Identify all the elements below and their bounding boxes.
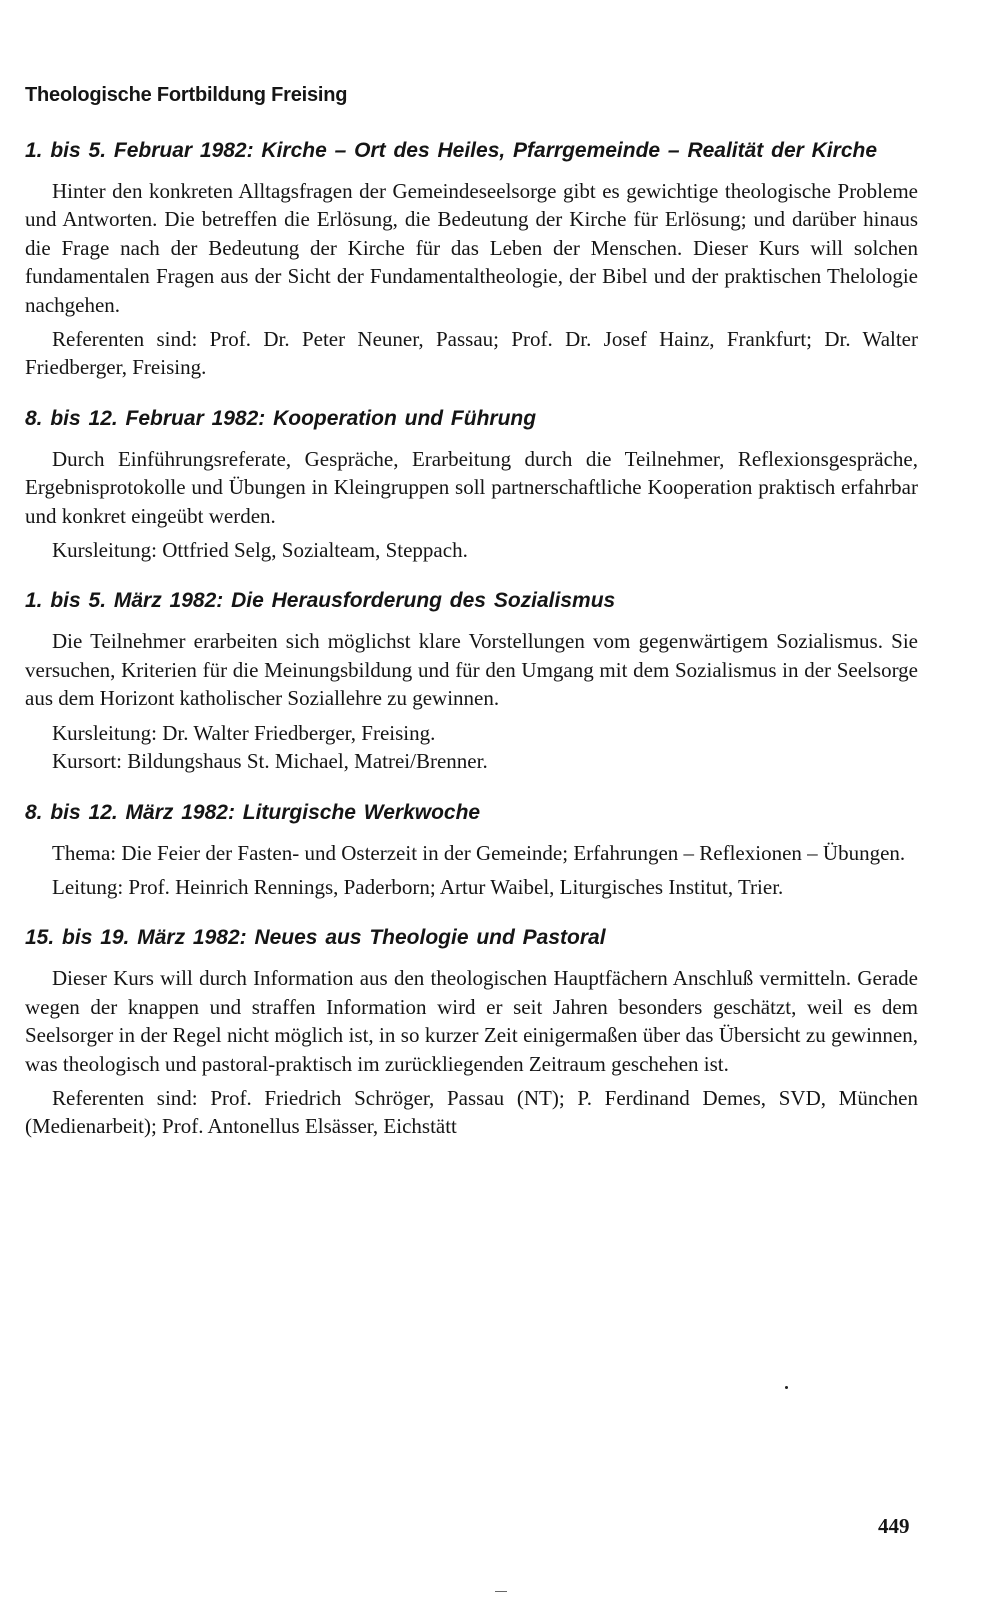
scan-mark bbox=[495, 1591, 507, 1592]
course-description: Thema: Die Feier der Fasten- und Osterzeit in der Gemeinde; Erfahrungen – Reflexionen – Übungen. bbox=[52, 840, 906, 865]
document-page bbox=[25, 80, 918, 1163]
course-description: Hinter den konkreten Alltagsfragen der Gemeindeseelsorge gibt es gewichtige theologische Probleme und Antworten. Die betreffen die Erlösung, die Bedeutung der Kirche für Erlösung; und darüber hinaus die Frage nach der Bedeutung der Kirche für das Leben der Menschen. Dieser Kurs will solchen fundamentalen Fragen aus der Sicht der Fundamentaltheologie, der Bibel und der praktischen Thelologie nachgehen. bbox=[25, 179, 918, 317]
course-title: 1. bis 5. Februar 1982: Kirche – Ort des Heiles, Pfarrgemeinde – Realität der Kirche bbox=[25, 139, 878, 162]
course-speakers: Referenten sind: Prof. Dr. Peter Neuner, Passau; Prof. Dr. Josef Hainz, Frankfurt; Dr. Walter Friedberger, Freising. bbox=[25, 327, 918, 380]
page-number: 449 bbox=[878, 1514, 910, 1538]
page-heading: Theologische Fortbildung Freising bbox=[25, 84, 348, 106]
course-title: 8. bis 12. Februar 1982: Kooperation und Führung bbox=[25, 406, 537, 430]
course-description: Die Teilnehmer erarbeiten sich möglichst klare Vorstellungen vom gegenwärtigem Sozialismus. Sie versuchen, Kriterien für die Meinungsbildung und für den Umgang mit dem Sozialismus in der Seelsorge aus dem Horizont katholischer Soziallehre zu gewinnen. bbox=[25, 629, 918, 711]
course-leader: Leitung: Prof. Heinrich Rennings, Paderborn; Artur Waibel, Liturgisches Institut, Trier. bbox=[52, 874, 784, 899]
course-2 bbox=[25, 404, 918, 565]
course-title: 8. bis 12. März 1982: Liturgische Werkwoche bbox=[25, 800, 481, 824]
course-description: Durch Einführungsreferate, Gespräche, Erarbeitung durch die Teilnehmer, Reflexionsgespräche, Ergebnisprotokolle und Übungen in Kleingruppen soll partnerschaftliche Kooperation praktisch erfahrbar und konkret eingeübt werden. bbox=[25, 446, 918, 528]
print-speck bbox=[785, 1386, 788, 1389]
course-title: 15. bis 19. März 1982: Neues aus Theologie und Pastoral bbox=[25, 926, 606, 950]
course-leader: Kursleitung: Ottfried Selg, Sozialteam, Steppach. bbox=[52, 538, 468, 563]
course-speakers: Referenten sind: Prof. Friedrich Schröger, Passau (NT); P. Ferdinand Demes, SVD, München (Medienarbeit); Prof. Antonellus Elsässer, Eichstätt bbox=[25, 1085, 918, 1139]
course-location: Kursort: Bildungshaus St. Michael, Matrei/Brenner. bbox=[52, 749, 488, 774]
course-1 bbox=[25, 136, 918, 382]
course-3 bbox=[25, 586, 918, 775]
course-5 bbox=[25, 923, 918, 1140]
course-description: Dieser Kurs will durch Information aus den theologischen Hauptfächern Anschluß vermitteln. Gerade wegen der knappen und straffen Information wird er seit Jahren besonders geschätzt, weil es dem Seelsorger in der Regel nicht möglich ist, in so kurzer Zeit einigermaßen über das Übersicht zu gewinnen, was theologisch und pastoral-praktisch im zurückliegenden Zeitraum geschehen ist. bbox=[25, 966, 918, 1076]
course-title: 1. bis 5. März 1982: Die Herausforderung des Sozialismus bbox=[25, 589, 616, 613]
course-leader: Kursleitung: Dr. Walter Friedberger, Freising. bbox=[52, 720, 436, 745]
course-4 bbox=[25, 798, 918, 902]
